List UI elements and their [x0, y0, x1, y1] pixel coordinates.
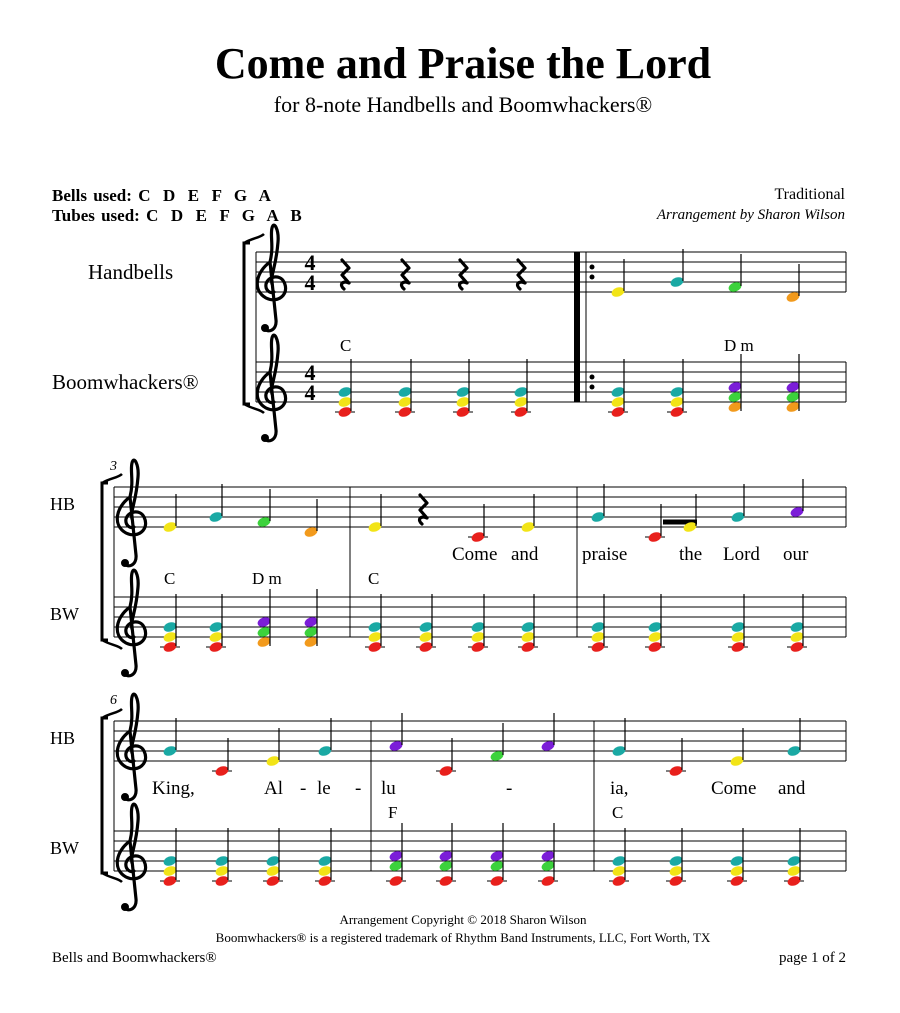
quarter-rest-icon: [460, 260, 467, 289]
chord-column: [468, 594, 488, 653]
chord-column: [645, 594, 665, 653]
treble-clef-icon: [117, 804, 145, 911]
lyric: Al: [264, 778, 283, 799]
note-c: [645, 504, 665, 543]
time-sig-bottom: 4: [304, 380, 316, 405]
note-e: [367, 494, 382, 533]
instrument-handbells: Handbells: [88, 260, 174, 284]
chord-column: [728, 594, 748, 653]
note-c: [212, 738, 232, 777]
note-f: [727, 254, 742, 293]
chord-symbol: D m: [724, 336, 754, 355]
copyright-notice: Arrangement Copyright © 2018 Sharon Wilson: [339, 912, 587, 927]
trademark-notice: Boomwhackers® is a registered trademark of Rhythm Band Instruments, LLC, Fort Worth, TX: [215, 930, 711, 945]
note-f: [256, 489, 271, 528]
chord-column: [256, 589, 271, 648]
lyric: -: [355, 778, 362, 799]
time-sig-top: 4: [304, 250, 316, 275]
chord-column: [785, 354, 800, 413]
chord-column: [212, 828, 232, 887]
tubes-used-label: Tubes used:: [52, 206, 140, 225]
note-e: [682, 494, 697, 533]
chord-column: [335, 359, 355, 418]
treble-clef-icon: [257, 225, 285, 332]
instrument-hb-row2: HB: [50, 494, 76, 514]
note-a: [540, 713, 555, 752]
note-g: [611, 718, 626, 757]
chord-column: [416, 594, 436, 653]
chord-column: [315, 828, 335, 887]
quarter-rest-icon: [518, 260, 525, 289]
note-c: [436, 738, 456, 777]
tubes-used-notes: C D E F G A B: [146, 206, 302, 225]
row-1: [244, 225, 846, 442]
chord-column: [727, 828, 747, 887]
bells-used-notes: C D E F G A: [138, 186, 271, 205]
chord-column: [303, 589, 318, 648]
note-e: [265, 728, 280, 767]
note-a: [388, 713, 403, 752]
chord-column: [487, 823, 507, 887]
lyric: praise: [582, 544, 628, 565]
note-g: [730, 484, 745, 523]
chord-column: [609, 828, 629, 887]
lyric: lu: [381, 778, 396, 799]
chord-symbol: C: [164, 569, 176, 588]
chord-column: [666, 828, 686, 887]
chord-column: [784, 828, 804, 887]
chord-column: [538, 823, 558, 887]
time-sig-bottom: 4: [304, 270, 316, 295]
chord-symbol: C: [368, 569, 380, 588]
quarter-rest-icon: [420, 495, 427, 524]
note-f: [489, 723, 504, 762]
instrument-boomwhackers: Boomwhackers®: [52, 370, 199, 394]
arranger: Arrangement by Sharon Wilson: [656, 207, 845, 223]
page-number: page 1 of 2: [778, 950, 846, 966]
note-e: [162, 494, 177, 533]
lyric: Come: [452, 544, 498, 565]
lyric: King,: [152, 778, 195, 799]
chord-column: [453, 359, 473, 418]
measure-number: 3: [110, 459, 117, 474]
note-c: [468, 504, 488, 543]
note-g: [208, 484, 223, 523]
note-g: [317, 718, 332, 757]
chord-column: [160, 594, 180, 653]
chord-column: [386, 823, 406, 887]
chord-column: [727, 354, 742, 413]
lyric: -: [506, 778, 513, 799]
note-g: [162, 718, 177, 757]
note-d: [785, 264, 800, 303]
quarter-rest-icon: [402, 260, 409, 289]
note-c: [666, 738, 686, 777]
lyric: and: [778, 778, 806, 799]
note-g: [669, 249, 684, 288]
note-g: [786, 718, 801, 757]
note-g: [590, 484, 605, 523]
instrument-bw-row3: BW: [50, 838, 79, 858]
note-e: [610, 259, 625, 298]
lyric: -: [300, 778, 307, 799]
lyric: le: [317, 778, 331, 799]
chord-column: [263, 828, 283, 887]
instrument-hb-row3: HB: [50, 728, 76, 748]
treble-clef-icon: [117, 570, 145, 677]
chord-column: [365, 594, 385, 653]
lyric: ia,: [610, 778, 629, 799]
chord-column: [608, 359, 628, 418]
page-subtitle: for 8-note Handbells and Boomwhackers®: [273, 92, 653, 117]
note-e: [729, 728, 744, 767]
composer: Traditional: [774, 186, 845, 203]
chord-symbol: D m: [252, 569, 282, 588]
chord-column: [206, 594, 226, 653]
chord-column: [511, 359, 531, 418]
chord-symbol: C: [340, 336, 352, 355]
chord-column: [160, 828, 180, 887]
treble-clef-icon: [117, 460, 145, 567]
treble-clef-icon: [257, 335, 285, 442]
note-d: [303, 499, 318, 538]
chord-symbol: C: [612, 803, 624, 822]
chord-symbol: F: [388, 803, 398, 822]
lyric: Come: [711, 778, 757, 799]
bells-used-label: Bells used:: [52, 186, 132, 205]
time-sig-top: 4: [304, 360, 316, 385]
measure-number: 6: [110, 693, 117, 708]
page-title: Come and Praise the Lord: [214, 39, 712, 88]
chord-column: [667, 359, 687, 418]
lyric: our: [783, 544, 809, 565]
note-a: [789, 479, 804, 518]
chord-column: [436, 823, 456, 887]
footer-left: Bells and Boomwhackers®: [52, 950, 217, 966]
quarter-rest-icon: [342, 260, 349, 289]
lyric: and: [511, 544, 539, 565]
lyric: the: [679, 544, 703, 565]
chord-column: [395, 359, 415, 418]
chord-column: [518, 594, 538, 653]
chord-column: [588, 594, 608, 653]
lyric: Lord: [723, 544, 760, 565]
instrument-bw-row2: BW: [50, 604, 79, 624]
staff-lines: [114, 721, 846, 761]
chord-column: [787, 594, 807, 653]
note-e: [520, 494, 535, 533]
